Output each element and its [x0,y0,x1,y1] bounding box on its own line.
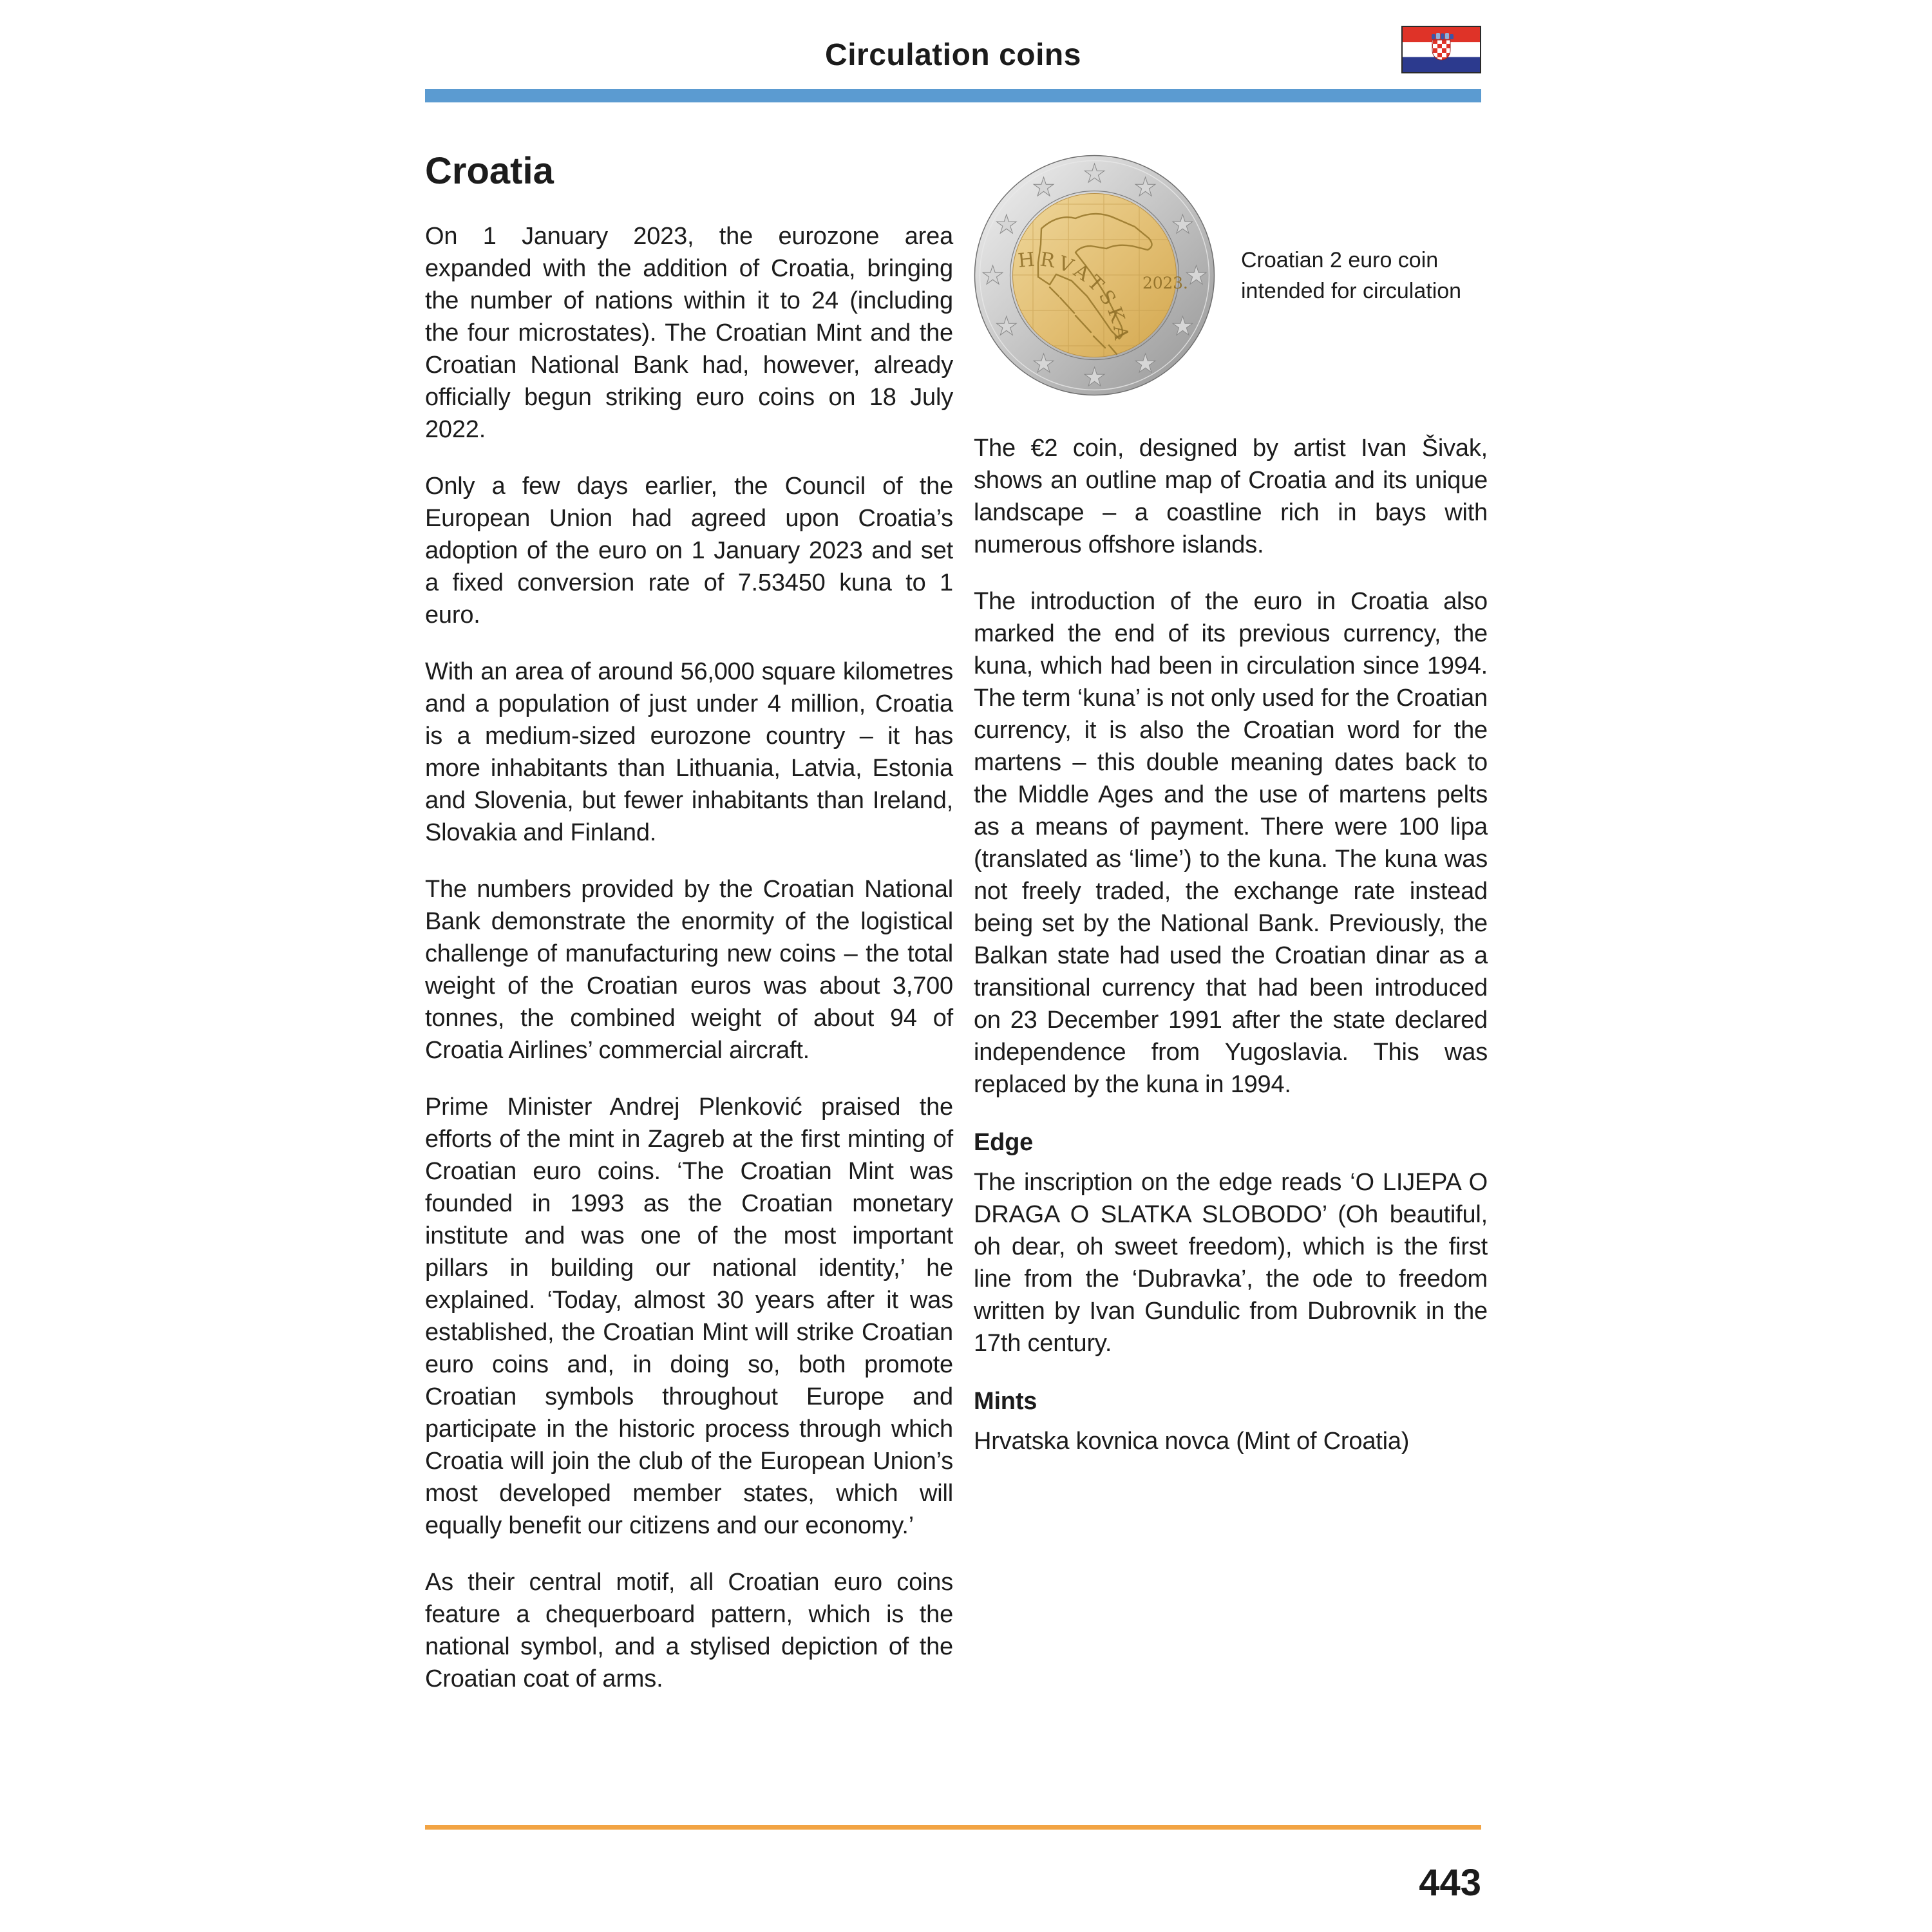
svg-text:★: ★ [1083,363,1106,392]
svg-text:★: ★ [1032,349,1056,379]
body-paragraph: As their central motif, all Croatian euro coins feature a chequerboard pattern, which is the national symbol, and a stylised depiction of the Croatian coat of arms. [425,1569,953,1692]
coin-caption [1241,245,1461,307]
svg-text:★: ★ [1171,312,1195,341]
body-paragraph: The numbers provided by the Croatian National Bank demonstrate the enormity of the logistical challenge of manufacturing new coins – the total weight of the Croatian euros was about 3,700 tonnes, the combined weight of about 94 of Croatia Airlines’ commercial aircraft. [425,876,953,1064]
svg-text:★: ★ [1083,159,1106,189]
footer-rule [425,1825,1481,1830]
coin-legend: HRVATSKA [1017,248,1133,345]
body-paragraph: Prime Minister Andrej Plenković praised the efforts of the mint in Zagreb at the first minting of Croatian euro coins. ‘The Croatian Mint was founded in 1993 as the Croatian monetary institute and was one of the most important pillars in building our national identity,’ he explained. ‘Today, almost 30 years after it was established, the Croatian Mint will strike Croatian euro coins and, in doing so, both promote Croatian symbols throughout Europe and participate in the historic process through which Croatia will join the club of the European Union’s most developed member states, which will equally benefit our citizens and our economy.’ [425,1094,953,1539]
header-rule [425,89,1481,102]
body-paragraph: The introduction of the euro in Croatia also marked the end of its previous currency, the kuna, which had been in circulation since 1994. The term ‘kuna’ is not only used for the Croatian currency, it is also the Croatian word for the martens – this double meaning dates back to the Middle Ages and the use of martens pelts as a means of payment. There were 100 lipa (translated as ‘lime’) to the kuna. The kuna was not freely traded, the exchange rate instead being set by the National Bank. Previously, the Balkan state had used the Croatian dinar as a transitional currency that had been introduced on 23 December 1991 after the state declared independence from Yugoslavia. This was replaced by the kuna in 1994. [974,588,1488,1098]
section-heading-mints: Mints [974,1388,1037,1415]
left-column [425,152,953,1695]
body-paragraph: The inscription on the edge reads ‘O LIJEPA O DRAGA O SLATKA SLOBODO’ (Oh beautiful, oh dear, oh sweet freedom), which is the first line from the ‘Dubravka’, the ode to freedom written by Ivan Gundulic from Dubrovnik in the 17th century. [974,1169,1488,1357]
svg-text:★: ★ [1184,261,1208,290]
svg-text:★: ★ [1133,349,1157,379]
svg-text:★: ★ [981,261,1005,290]
body-paragraph: With an area of around 56,000 square kilometres and a population of just under 4 million, Croatia is a medium-sized eurozone country – it has more inhabitants than Lithuania, Latvia, Estonia and Slovenia, but fewer inhabitants than Ireland, Slovakia and Finland. [425,658,953,846]
body-paragraph: Hrvatska kovnica novca (Mint of Croatia) [974,1428,1410,1455]
svg-text:★: ★ [994,210,1018,240]
coin-year: 2023. [1142,274,1188,292]
article-title: Croatia [425,150,554,192]
croatia-flag-icon [1401,26,1481,73]
page-header-title: Circulation coins [825,38,1081,72]
coin-caption-line: intended for circulation [1241,278,1462,303]
section-heading-edge: Edge [974,1129,1034,1156]
two-euro-coin-image [974,155,1215,396]
right-column [974,155,1488,1457]
coin-figure [974,155,1488,396]
svg-text:★: ★ [1133,173,1157,202]
coin-caption-line: Croatian 2 euro coin [1241,247,1439,272]
body-paragraph: On 1 January 2023, the eurozone area expanded with the addition of Croatia, bringing the number of nations within it to 24 (including the four microstates). The Croatian Mint and the Croatian National Bank had, however, already officially begun striking euro coins on 18 July 2022. [425,223,953,443]
svg-text:★: ★ [994,312,1018,341]
page-number: 443 [1419,1862,1481,1904]
svg-text:★: ★ [1171,210,1195,240]
body-paragraph: Only a few days earlier, the Council of the European Union had agreed upon Croatia’s adoption of the euro on 1 January 2023 and set a fixed conversion rate of 7.53450 kuna to 1 euro. [425,473,953,629]
body-paragraph: The €2 coin, designed by artist Ivan Šivak, shows an outline map of Croatia and its unique landscape – a coastline rich in bays with numerous offshore islands. [974,435,1488,558]
svg-text:★: ★ [1032,173,1056,202]
